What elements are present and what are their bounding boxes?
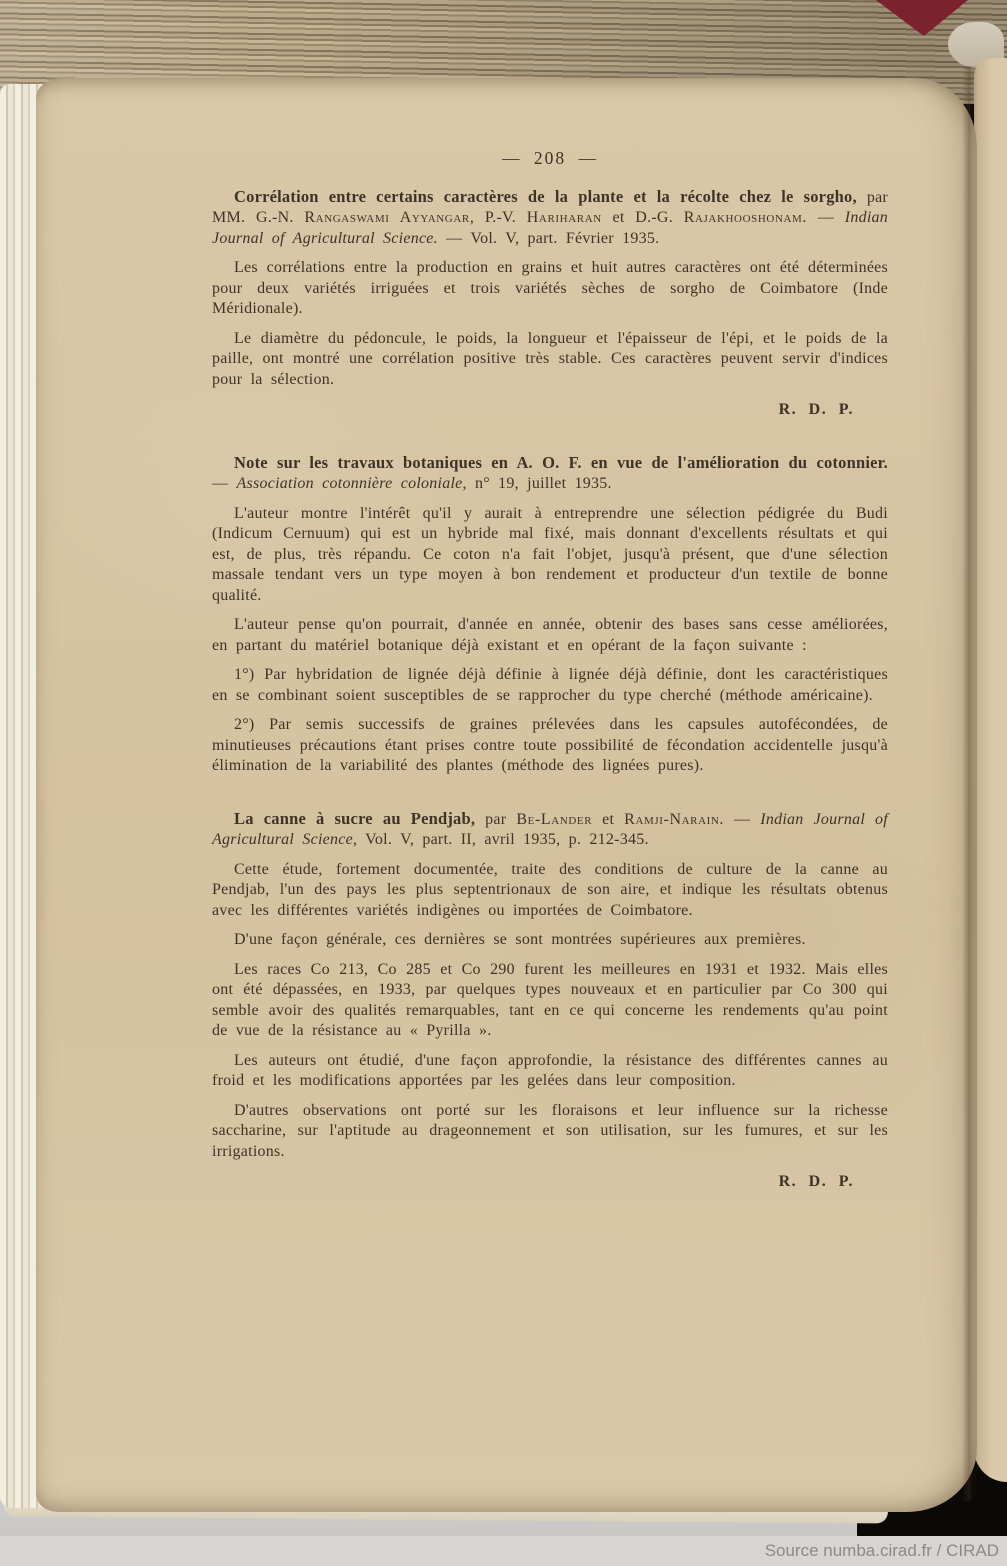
entry-paragraph: Les races Co 213, Co 285 et Co 290 furent les meilleures en 1931 et 1932. Mais elles ont été dépassées, en 1933, par quelques types nouveaux et en particulier par Co 300 qui semble avoir des qualités remarquables, tant en ce qui concerne les rendements qu'au point de vue de la résistance au « Pyrilla ».: [212, 960, 888, 1039]
abstract-entry-canne-a-sucre: [212, 809, 888, 1193]
source-credit: Source numba.cirad.fr / CIRAD: [764, 1541, 999, 1560]
entry-paragraph: Les corrélations entre la production en grains et huit autres caractères ont été déterminées pour deux variétés irriguées et trois variétés sèches de sorgho de Coimbatore (Inde Méridionale).: [212, 259, 888, 317]
journal-name: Indian Journal of Agricultural Science.: [212, 209, 889, 247]
author-name: Hariharan: [526, 209, 602, 226]
entry-title: Corrélation entre certains caractères de la plante et la récolte chez le sorgho,: [234, 186, 857, 206]
printed-text-block: [212, 148, 888, 1193]
author-name: Rangaswami Ayyangar: [304, 209, 470, 226]
entry-paragraph: 2°) Par semis successifs de graines prélevées dans les capsules autofécondées, de minutieuses précautions étant prises contre toute possibilité de fécondation accidentelle jusqu'à élimination de la variabilité des plantes (méthode des lignées pures).: [212, 716, 888, 774]
author-name: Ramji-Narain.: [624, 810, 725, 828]
citation-reference: , Vol. V, part. II, avril 1935, p. 212-345.: [352, 831, 649, 848]
page-number: — 208 —: [502, 148, 598, 168]
entry-paragraph: Cette étude, fortement documentée, traite des conditions de culture de la canne au Pendjab, l'un des pays les plus septentrionaux de son aire, et indique les résultats obtenus avec les différentes variétés indigènes ou importées de Coimbatore.: [212, 860, 888, 919]
abstract-entry-sorgho: [212, 187, 888, 421]
entry-paragraph: D'autres observations ont porté sur les floraisons et leur influence sur la richesse saccharine, sur l'aptitude au drageonnement et son utilisation, sur les fumures, et sur les irrigations.: [212, 1101, 888, 1160]
entry-header: [212, 453, 888, 495]
author-name: Be-Lander: [516, 810, 593, 828]
footer-band: [0, 1536, 1007, 1566]
separator-dash: —: [212, 475, 237, 492]
abstract-entry-cotonnier: [212, 453, 888, 777]
separator-dash: —: [807, 209, 845, 226]
entry-paragraph: Le diamètre du pédoncule, le poids, la longueur et l'épaisseur de l'épi, et le poids de la paille, ont montré une corrélation positive très stable. Ces caractères peuvent servir d'indices pour la sélection.: [212, 329, 888, 388]
entry-paragraph: L'auteur pense qu'on pourrait, d'année en année, obtenir des bases sans cesse améliorées, en partant du matériel botanique déjà existant et en opérant de la façon suivante :: [212, 616, 888, 654]
author-name: Rajakhooshonam.: [683, 209, 808, 226]
citation-reference: , n° 19, juillet 1935.: [462, 475, 612, 492]
reviewer-initials: R. D. P.: [778, 1173, 854, 1190]
separator-dash: —: [724, 810, 761, 828]
adjacent-page-sliver: [974, 58, 1007, 1482]
journal-name: Association cotonnière coloniale: [236, 475, 463, 492]
journal-name: Indian Journal of Agricultural Science: [212, 810, 888, 848]
byline-text: et D.-G.: [601, 209, 684, 226]
entry-paragraph: D'une façon générale, ces dernières se sont montrées supérieures aux premières.: [234, 931, 806, 948]
entry-title: La canne à sucre au Pendjab,: [234, 808, 476, 828]
entry-paragraph: 1°) Par hybridation de lignée déjà définie à lignée déjà définie, dont les caractéristiques en se combinant soient susceptibles de se rapprocher du type cherché (méthode américaine).: [212, 666, 888, 704]
book-page: [36, 78, 977, 1512]
citation-reference: — Vol. V, part. Février 1935.: [437, 229, 660, 247]
byline-text: par MM. G.-N.: [212, 188, 888, 226]
byline-text: et: [592, 810, 625, 828]
byline-text: , P.-V.: [469, 209, 527, 226]
entry-header: [212, 809, 888, 851]
entry-title: Note sur les travaux botaniques en A. O. F. en vue de l'amélioration du cotonnier.: [234, 452, 888, 472]
entry-paragraph: L'auteur montre l'intérêt qu'il y aurait à entreprendre une sélection pédigrée du Budi (Indicum Cernuum) qui est un hybride mal fixé, mais donnant d'excellents résultats et qui est, de plus, très répandu. Ce coton n'a fait l'objet, jusqu'à présent, que d'une sélection massale tendant vers un type moyen à bon rendement et producteur d'un textile de bonne qualité.: [212, 504, 888, 604]
gutter-crease: [962, 66, 978, 1502]
entry-header: [212, 187, 888, 250]
entry-paragraph: Les auteurs ont étudié, d'une façon approfondie, la résistance des différentes cannes au froid et les modifications apportées par les gelées dans leur composition.: [212, 1051, 888, 1089]
reviewer-initials: R. D. P.: [778, 401, 854, 418]
byline-text: par: [475, 810, 517, 828]
